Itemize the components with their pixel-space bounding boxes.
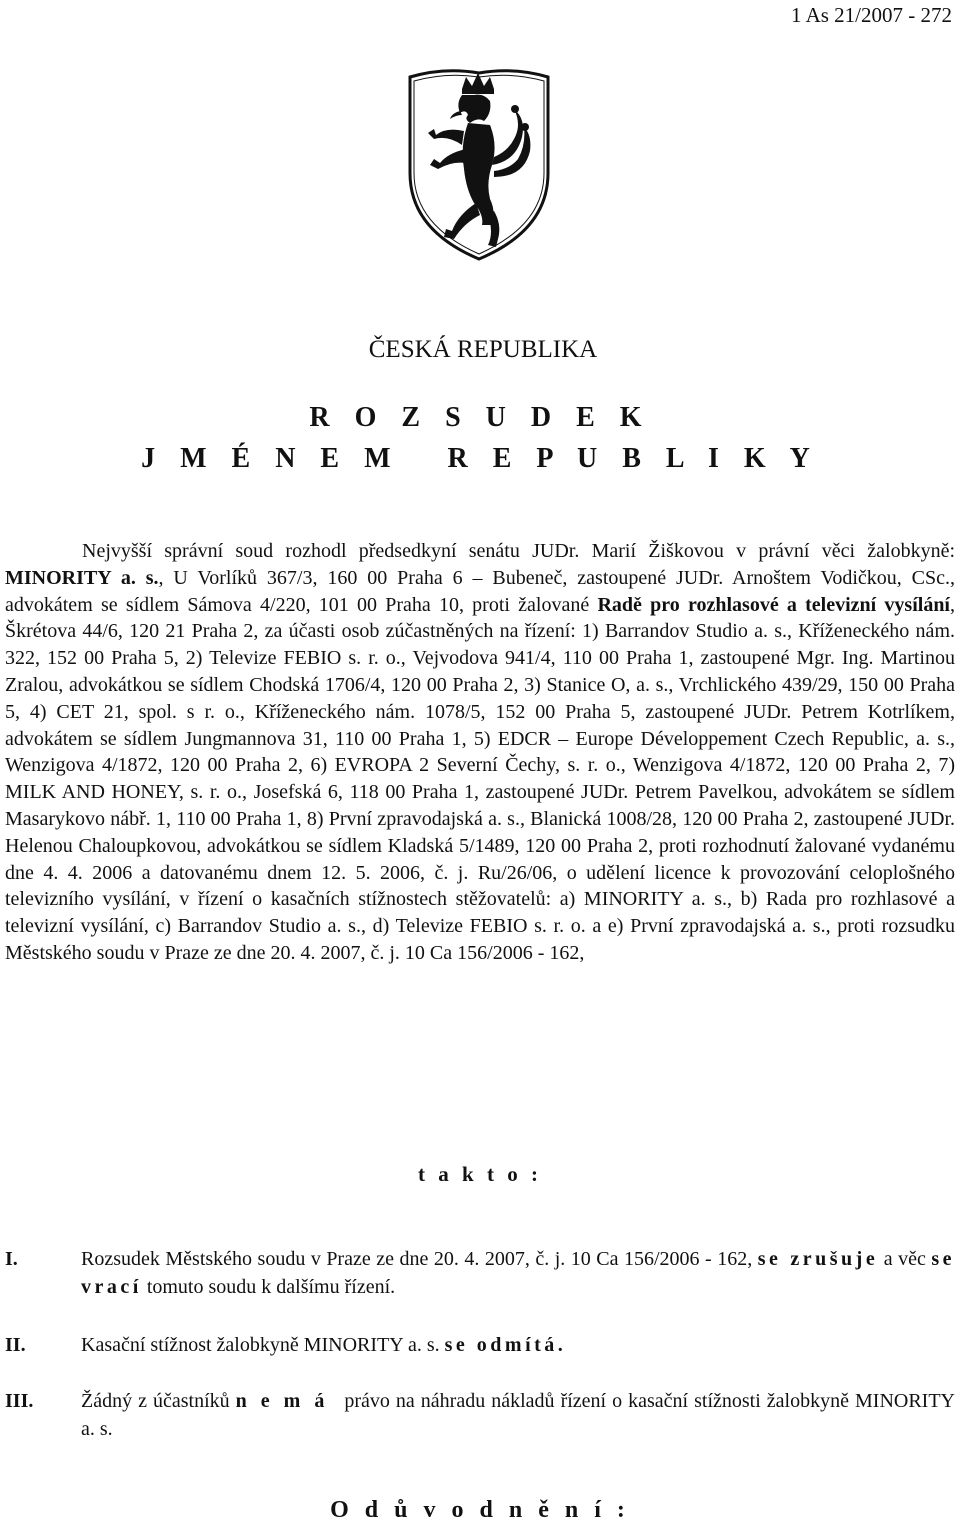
ruling-numeral: I. bbox=[5, 1248, 18, 1270]
country-heading: ČESKÁ REPUBLIKA bbox=[368, 336, 598, 363]
takto-heading: t a k t o : bbox=[418, 1162, 542, 1186]
ruling-text: právo na náhradu nákladů řízení o kasační stížnosti žalobkyně MINORITY a. s. bbox=[81, 1390, 955, 1440]
ruling-emphasis: se zrušuje bbox=[757, 1248, 879, 1270]
ruling-text: Žádný z účastníků bbox=[81, 1390, 236, 1412]
intro-text-2: , U Vorlíků 367/3, 160 00 Praha 6 – Bubeneč, zastoupené JUDr. Arnoštem Vodičkou, CSc., advokátem se sídlem Sámova 4/220, 101 00 Praha 10, proti žalované bbox=[5, 566, 955, 616]
ruling-emphasis: se vrací bbox=[81, 1248, 956, 1298]
judgment-subtitle: J M É N E M R E P U B L I K Y bbox=[141, 443, 819, 474]
ruling-item-2 bbox=[5, 1331, 955, 1359]
ruling-item-1 bbox=[5, 1245, 955, 1301]
intro-text-3: , Škrétova 44/6, 120 21 Praha 2, za účasti osob zúčastněných na řízení: 1) Barrandov Studio a. s., Kříženeckého nám. 322, 152 00 Praha 5, 2) Televize FEBIO s. r. o., Vejvodova 941/4, 110 00 Praha 1, zastoupené Mgr. Ing. Martinou Zralou, advokátkou se sídlem Chodská 1706/4, 120 00 Praha 2, 3) Stanice O, a. s., Vrchlického 439/29, 150 00 Praha 5, 4) CET 21, spol. s r. o., Kříženeckého nám. 1078/5, 152 00 Praha 5, zastoupené JUDr. Petrem Kotrlíkem, advokátem se sídlem Jungmannova 31, 110 00 Praha 1, 5) EDCR – Europe Développement Czech Republic, a. s., Wenzigova 4/1872, 120 00 Praha 2, 6) EVROPA 2 Severní Čechy, s. r. o., Wenzigova 4/1872, 120 00 Praha 2, 7) MILK AND HONEY, s. r. o., Josefská 6, 118 00 Praha 1, zastoupené JUDr. Petrem Pavelkou, advokátem se sídlem Masarykovo nábř. 1, 110 00 Praha 1, 8) První zpravodajská a. s., Blanická 1008/28, 120 00 Praha 2, zastoupené JUDr. Helenou Chaloupkovou, advokátkou se sídlem Kladská 5/1489, 120 00 Praha 2, proti rozhodnutí žalované vydanému dne 4. 4. 2006 a datovanému dnem 12. 5. 2006, č. j. Ru/26/06, o udělení licence k provozování celoplošného televizního vysílání, v řízení o kasačních stížnostech stěžovatelů: a) MINORITY a. s., b) Rada pro rozhlasové a televizní vysílání, c) Barrandov Studio a. s., d) Televize FEBIO s. r. o. a e) První zpravodajská a. s., proti rozsudku Městského soudu v Praze ze dne 20. 4. 2007, č. j. 10 Ca 156/2006 - 162, bbox=[5, 593, 955, 964]
reasoning-heading: O d ů v o d n ě n í : bbox=[330, 1497, 630, 1523]
judgment-title: R O Z S U D E K bbox=[309, 402, 651, 433]
ruling-text: tomuto soudu k dalšímu řízení. bbox=[141, 1276, 396, 1298]
intro-text-1: Nejvyšší správní soud rozhodl předsedkyní senátu JUDr. Marií Žiškovou v právní věci žalobkyně: bbox=[82, 540, 955, 562]
ruling-text: Rozsudek Městského soudu v Praze ze dne 20. 4. 2007, č. j. 10 Ca 156/2006 - 162, bbox=[81, 1248, 758, 1270]
ruling-emphasis: nemá bbox=[235, 1390, 339, 1412]
ruling-numeral: III. bbox=[5, 1390, 34, 1412]
czech-coat-of-arms-icon bbox=[404, 65, 554, 265]
ruling-numeral: II. bbox=[5, 1334, 26, 1356]
intro-paragraph bbox=[5, 538, 955, 967]
case-number: 1 As 21/2007 - 272 bbox=[790, 3, 952, 27]
ruling-item-3 bbox=[5, 1387, 955, 1443]
defendant-name: Radě pro rozhlasové a televizní vysílání bbox=[597, 593, 950, 616]
ruling-emphasis: se odmítá. bbox=[444, 1334, 567, 1356]
plaintiff-name: MINORITY a. s. bbox=[5, 566, 159, 589]
ruling-text: Kasační stížnost žalobkyně MINORITY a. s. bbox=[81, 1334, 445, 1356]
ruling-text: a věc bbox=[878, 1248, 932, 1270]
